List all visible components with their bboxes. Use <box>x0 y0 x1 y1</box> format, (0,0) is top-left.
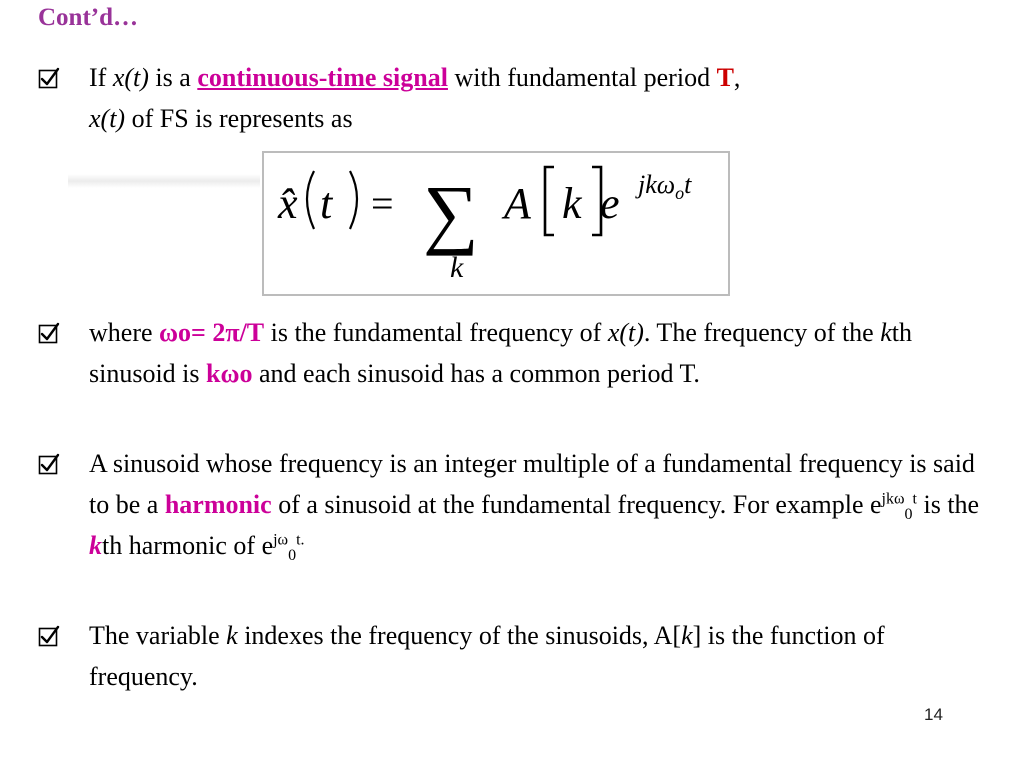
formula-sigma: ∑ <box>423 169 479 256</box>
bullet-3: A sinusoid whose frequency is an integer multiple of a fundamental frequency is said to be a harmonic of a sinusoid at the fundamental frequency. For example $e^{jk\omega}_0^t$ is the kth harmonic of $e^{j\omega}_0^{t.}$ <box>38 443 983 566</box>
page-number: 14 <box>924 705 943 724</box>
continuous-time-signal-link[interactable]: continuous-time signal <box>197 63 448 92</box>
checkbox-icon <box>38 57 60 98</box>
formula-k: k <box>562 179 582 228</box>
decorative-shadow <box>68 174 260 188</box>
bullet-2: where ωo= 2π/T is the fundamental frequency of x(t). The frequency of the kth sinusoid is kωo and each sinusoid has a common period T. <box>38 312 983 394</box>
checkbox-icon <box>38 312 60 353</box>
formula-t: t <box>320 179 333 228</box>
formula-exponent: jkω$_o$t <box>638 170 692 203</box>
k-omega-expression: kωo <box>206 359 253 388</box>
formula-A: A <box>504 179 531 228</box>
formula-e: e <box>600 179 620 228</box>
checkbox-icon <box>38 443 60 484</box>
checkbox-icon <box>38 615 60 656</box>
bullet-1: If x(t) is a continuous-time signal with fundamental period T, x(t) of FS is represents as <box>38 57 983 139</box>
formula-xhat: x̂ <box>278 179 298 228</box>
harmonic-term: harmonic <box>164 490 272 519</box>
bullet-4: The variable k indexes the frequency of the sinusoids, A[k] is the function of frequency. <box>38 615 983 697</box>
formula-sum-index: k <box>450 251 464 284</box>
slide-title: Cont’d… <box>38 4 139 31</box>
fourier-series-formula <box>262 151 730 296</box>
omega-expression: ωo= 2π/T <box>159 318 265 347</box>
formula-equals: = <box>371 181 394 226</box>
